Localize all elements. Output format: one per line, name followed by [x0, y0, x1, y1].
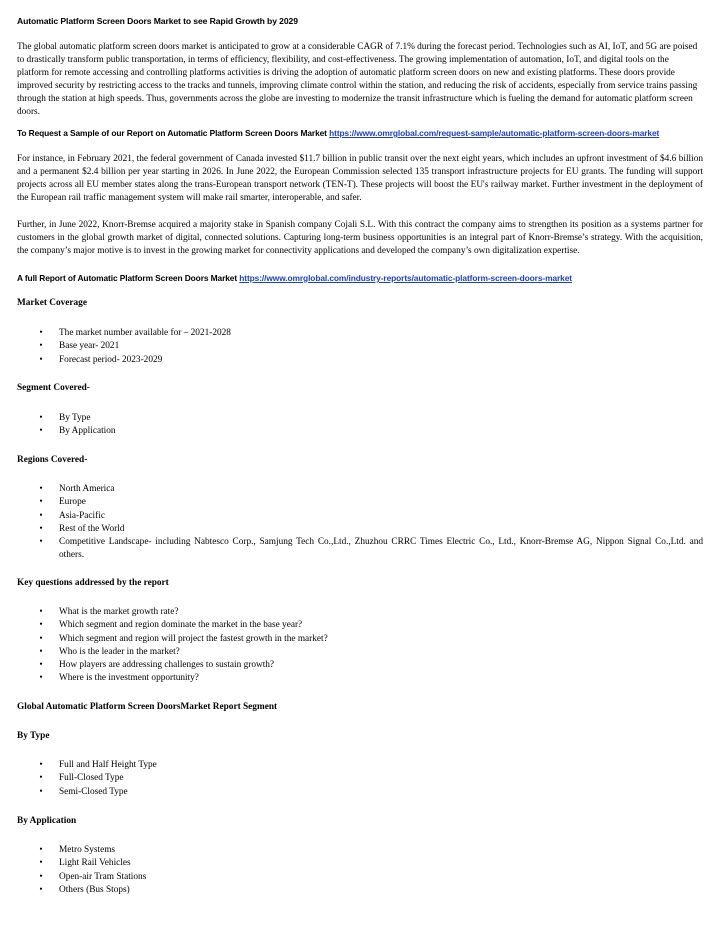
knorr-bremse-paragraph: Further, in June 2022, Knorr-Bremse acquired a majority stake in Spanish company Cojali S.L. With this contract the company aims to strengthen its position as a systems partner for customers in the global growth market of digital, connected solutions. Capturing long-term business opportunities is an integral part of Knorr-Bremse’s strategy. With the acquisition, the company’s major motive is to invest in the growing market for connectivity applications and developed the company’s own digitalization expertise. [17, 220, 703, 256]
list-item-text: Where is the investment opportunity? [59, 673, 199, 684]
list-item [17, 327, 703, 340]
list-item [17, 759, 703, 772]
list-item-text: Light Rail Vehicles [59, 858, 131, 869]
list-item-text: Competitive Landscape- including Nabtesco Corp., Samjung Tech Co.,Ltd., Zhuzhou CRRC Times Electric Co., Ltd., Knorr-Bremse AG, Nippon Signal Co.,Ltd. and others. [59, 537, 703, 561]
key-questions-list [17, 606, 703, 686]
bullet-icon: • [39, 484, 43, 494]
bullet-icon: • [39, 607, 43, 617]
list-item-text: Who is the leader in the market? [59, 646, 180, 657]
segment-covered-list [17, 412, 703, 439]
full-report-line [17, 273, 572, 283]
bullet-icon: • [39, 354, 43, 365]
bullet-icon: • [39, 760, 43, 770]
list-item [17, 510, 703, 523]
list-item [17, 340, 703, 353]
bullet-icon: • [39, 660, 43, 671]
list-item [17, 857, 703, 870]
list-item-text: Open-air Tram Stations [59, 871, 147, 882]
market-coverage-list [17, 327, 703, 367]
list-item [17, 412, 703, 425]
by-application-heading: By Application [17, 816, 77, 826]
bullet-icon: • [39, 426, 43, 437]
canada-investment-paragraph: For instance, in February 2021, the federal government of Canada invested $11.7 billion in public transit over the next eight years, which includes an upfront investment of $4.6 billion and a permanent $2.4 billion per year starting in 2026. In June 2022, the European Commission selected 135 transport infrastructure projects for EU grants. The funding will support projects across all EU member states along the trans-European transport network (TEN-T). These projects will boost the EU's railway market. Further investment in the deployment of the European rail traffic management system will make rail smarter, interoperable, and safer. [17, 154, 703, 203]
bullet-icon: • [39, 646, 43, 657]
bullet-icon: • [39, 537, 43, 548]
bullet-icon: • [39, 620, 43, 631]
list-item [17, 884, 703, 897]
list-item [17, 425, 703, 438]
bullet-icon: • [39, 786, 43, 797]
bullet-icon: • [39, 510, 43, 521]
bullet-icon: • [39, 413, 43, 423]
list-item [17, 871, 703, 884]
list-item-text: The market number available for – 2021-2028 [59, 328, 231, 338]
list-item [17, 496, 703, 509]
bullet-icon: • [39, 884, 43, 895]
list-item-text: How players are addressing challenges to sustain growth? [59, 660, 275, 671]
list-item [17, 844, 703, 857]
list-item-text: What is the market growth rate? [59, 607, 179, 617]
by-type-list [17, 759, 703, 799]
list-item-text: Full-Closed Type [59, 773, 124, 784]
key-questions-heading: Key questions addressed by the report [17, 578, 169, 588]
bullet-icon: • [39, 633, 43, 644]
list-item-text: Asia-Pacific [59, 510, 105, 521]
list-item [17, 772, 703, 785]
bullet-icon: • [39, 328, 43, 338]
list-item-text: Which segment and region will project the fastest growth in the market? [59, 633, 328, 644]
list-item [17, 536, 703, 563]
list-item-text: Which segment and region dominate the market in the base year? [59, 620, 303, 631]
list-item-text: Forecast period- 2023-2029 [59, 354, 163, 365]
by-application-list [17, 844, 703, 897]
list-item [17, 483, 703, 496]
list-item-text: Semi-Closed Type [59, 786, 128, 797]
regions-covered-list [17, 483, 703, 563]
bullet-icon: • [39, 773, 43, 784]
list-item [17, 606, 703, 619]
market-coverage-heading: Market Coverage [17, 298, 87, 308]
list-item [17, 633, 703, 646]
sample-request-link[interactable]: https://www.omrglobal.com/request-sample/automatic-platform-screen-doors-market [329, 128, 660, 138]
segment-covered-heading: Segment Covered- [17, 383, 90, 393]
list-item-text: Full and Half Height Type [59, 760, 157, 770]
list-item [17, 659, 703, 672]
intro-paragraph: The global automatic platform screen doors market is anticipated to grow at a considerable CAGR of 7.1% during the forecast period. Technologies such as AI, IoT, and 5G are poised to drastically transform public transportation, in terms of efficiency, flexibility, and cost-effectiveness. The growing implementation of automation, IoT, and digital tools on the platform for remote accessing and controlling platforms activities is driving the adoption of automatic platform screen doors on new and existing platforms. These doors provide improved security by restricting access to the tracks and tunnels, improving climate control within the station, and reducing the risk of accidents, especially from service trains passing through the station at high speeds. Thus, governments across the globe are investing to modernize the transit infrastructure which is fueling the demand for automatic platform screen doors. [17, 42, 698, 117]
list-item-text: Others (Bus Stops) [59, 884, 130, 895]
list-item-text: Rest of the World [59, 523, 125, 534]
bullet-icon: • [39, 845, 43, 855]
list-item-text: North America [59, 484, 115, 494]
full-report-link[interactable]: https://www.omrglobal.com/industry-reports/automatic-platform-screen-doors-market [239, 273, 572, 283]
list-item-text: Europe [59, 497, 86, 508]
sample-request-line [17, 128, 659, 138]
list-item-text: Base year- 2021 [59, 341, 120, 352]
list-item [17, 523, 703, 536]
list-item [17, 646, 703, 659]
list-item-text: By Application [59, 426, 116, 437]
list-item [17, 672, 703, 685]
list-item-text: Metro Systems [59, 845, 116, 855]
list-item [17, 354, 703, 367]
bullet-icon: • [39, 497, 43, 508]
bullet-icon: • [39, 673, 43, 684]
full-report-label: A full Report of Automatic Platform Screen Doors Market [17, 273, 240, 283]
list-item [17, 619, 703, 632]
bullet-icon: • [39, 871, 43, 882]
document-title: Automatic Platform Screen Doors Market to see Rapid Growth by 2029 [17, 16, 298, 26]
list-item-text: By Type [59, 413, 91, 423]
bullet-icon: • [39, 341, 43, 352]
bullet-icon: • [39, 858, 43, 869]
sample-request-label: To Request a Sample of our Report on Automatic Platform Screen Doors Market [17, 128, 330, 138]
list-item [17, 786, 703, 799]
by-type-heading: By Type [17, 731, 50, 741]
regions-covered-heading: Regions Covered- [17, 455, 88, 465]
bullet-icon: • [39, 523, 43, 534]
report-segment-heading: Global Automatic Platform Screen DoorsMarket Report Segment [17, 702, 278, 712]
